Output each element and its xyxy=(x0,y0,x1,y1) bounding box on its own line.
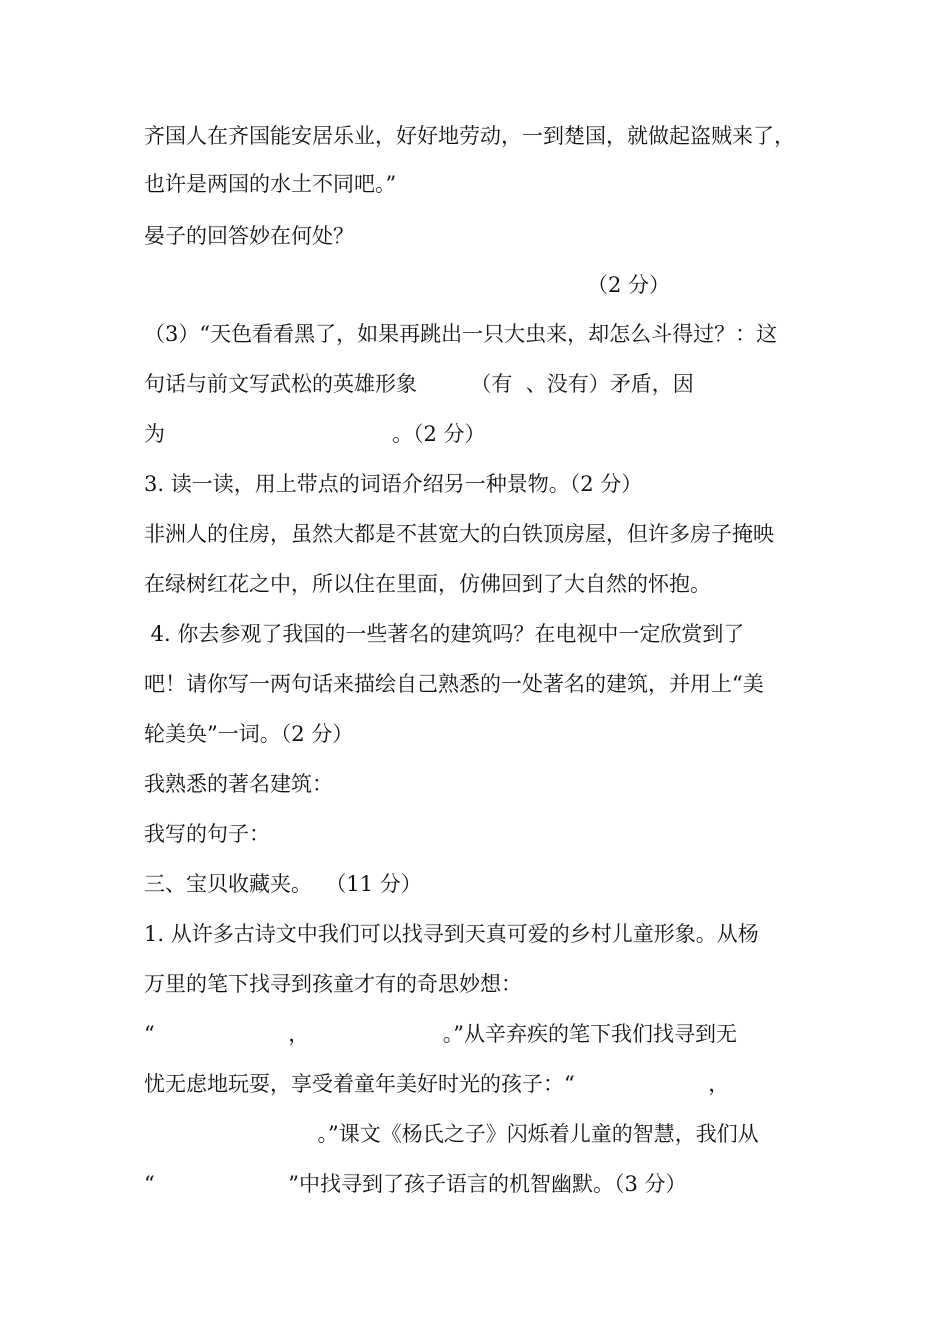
section-3-heading: 三、宝贝收藏夹。 （11 分） xyxy=(144,872,422,896)
section-3-q1-line-4: 忧无虑地玩耍，享受着童年美好时光的孩子：“ ， xyxy=(144,1072,730,1096)
text-line-2: 也许是两国的水土不同吧。” xyxy=(144,172,397,196)
section-3-q1-line-1: 1. 从许多古诗文中我们可以找寻到天真可爱的乡村儿童形象。从杨 xyxy=(144,922,759,946)
passage-line-1: 非洲人的住房，虽然大都是不甚宽大的白铁顶房屋，但许多房子掩映 xyxy=(144,522,774,546)
section-3-q1-line-5: 。”课文《杨氏之子》闪烁着儿童的智慧，我们从 xyxy=(144,1122,759,1146)
question-3-line-3: 为 。（2 分） xyxy=(144,422,486,446)
answer-building: 我熟悉的著名建筑： xyxy=(144,772,333,796)
text-line-1: 齐国人在齐国能安居乐业，好好地劳动，一到楚国，就做起盗贼来了， xyxy=(144,124,795,148)
section-3-q1-line-6: “ ”中找寻到了孩子语言的机智幽默。（3 分） xyxy=(144,1172,687,1196)
question-4-line-1: 4. 你去参观了我国的一些著名的建筑吗？在电视中一定欣赏到了 xyxy=(144,622,745,646)
question-text: 晏子的回答妙在何处？ xyxy=(144,224,354,248)
question-3-line-2: 句话与前文写武松的英雄形象 （有 、没有）矛盾，因 xyxy=(144,372,694,396)
score-label: （2 分） xyxy=(587,273,671,297)
section-3-q1-line-3: “ ， 。”从辛弃疾的笔下我们找寻到无 xyxy=(144,1022,737,1046)
question-4-line-3: 轮美奂”一词。（2 分） xyxy=(144,722,354,746)
question-4-line-2: 吧！请你写一两句话来描绘自己熟悉的一处著名的建筑，并用上“美 xyxy=(144,672,764,696)
question-3-title: 3. 读一读，用上带点的词语介绍另一种景物。（2 分） xyxy=(144,472,643,496)
section-3-q1-line-2: 万里的笔下找寻到孩童才有的奇思妙想： xyxy=(144,972,522,996)
answer-sentence: 我写的句子： xyxy=(144,822,270,846)
passage-line-2: 在绿树红花之中，所以住在里面，仿佛回到了大自然的怀抱。 xyxy=(144,572,711,596)
question-3-line-1: （3）“天色看看黑了，如果再跳出一只大虫来，却怎么斗得过？：这 xyxy=(144,322,778,346)
